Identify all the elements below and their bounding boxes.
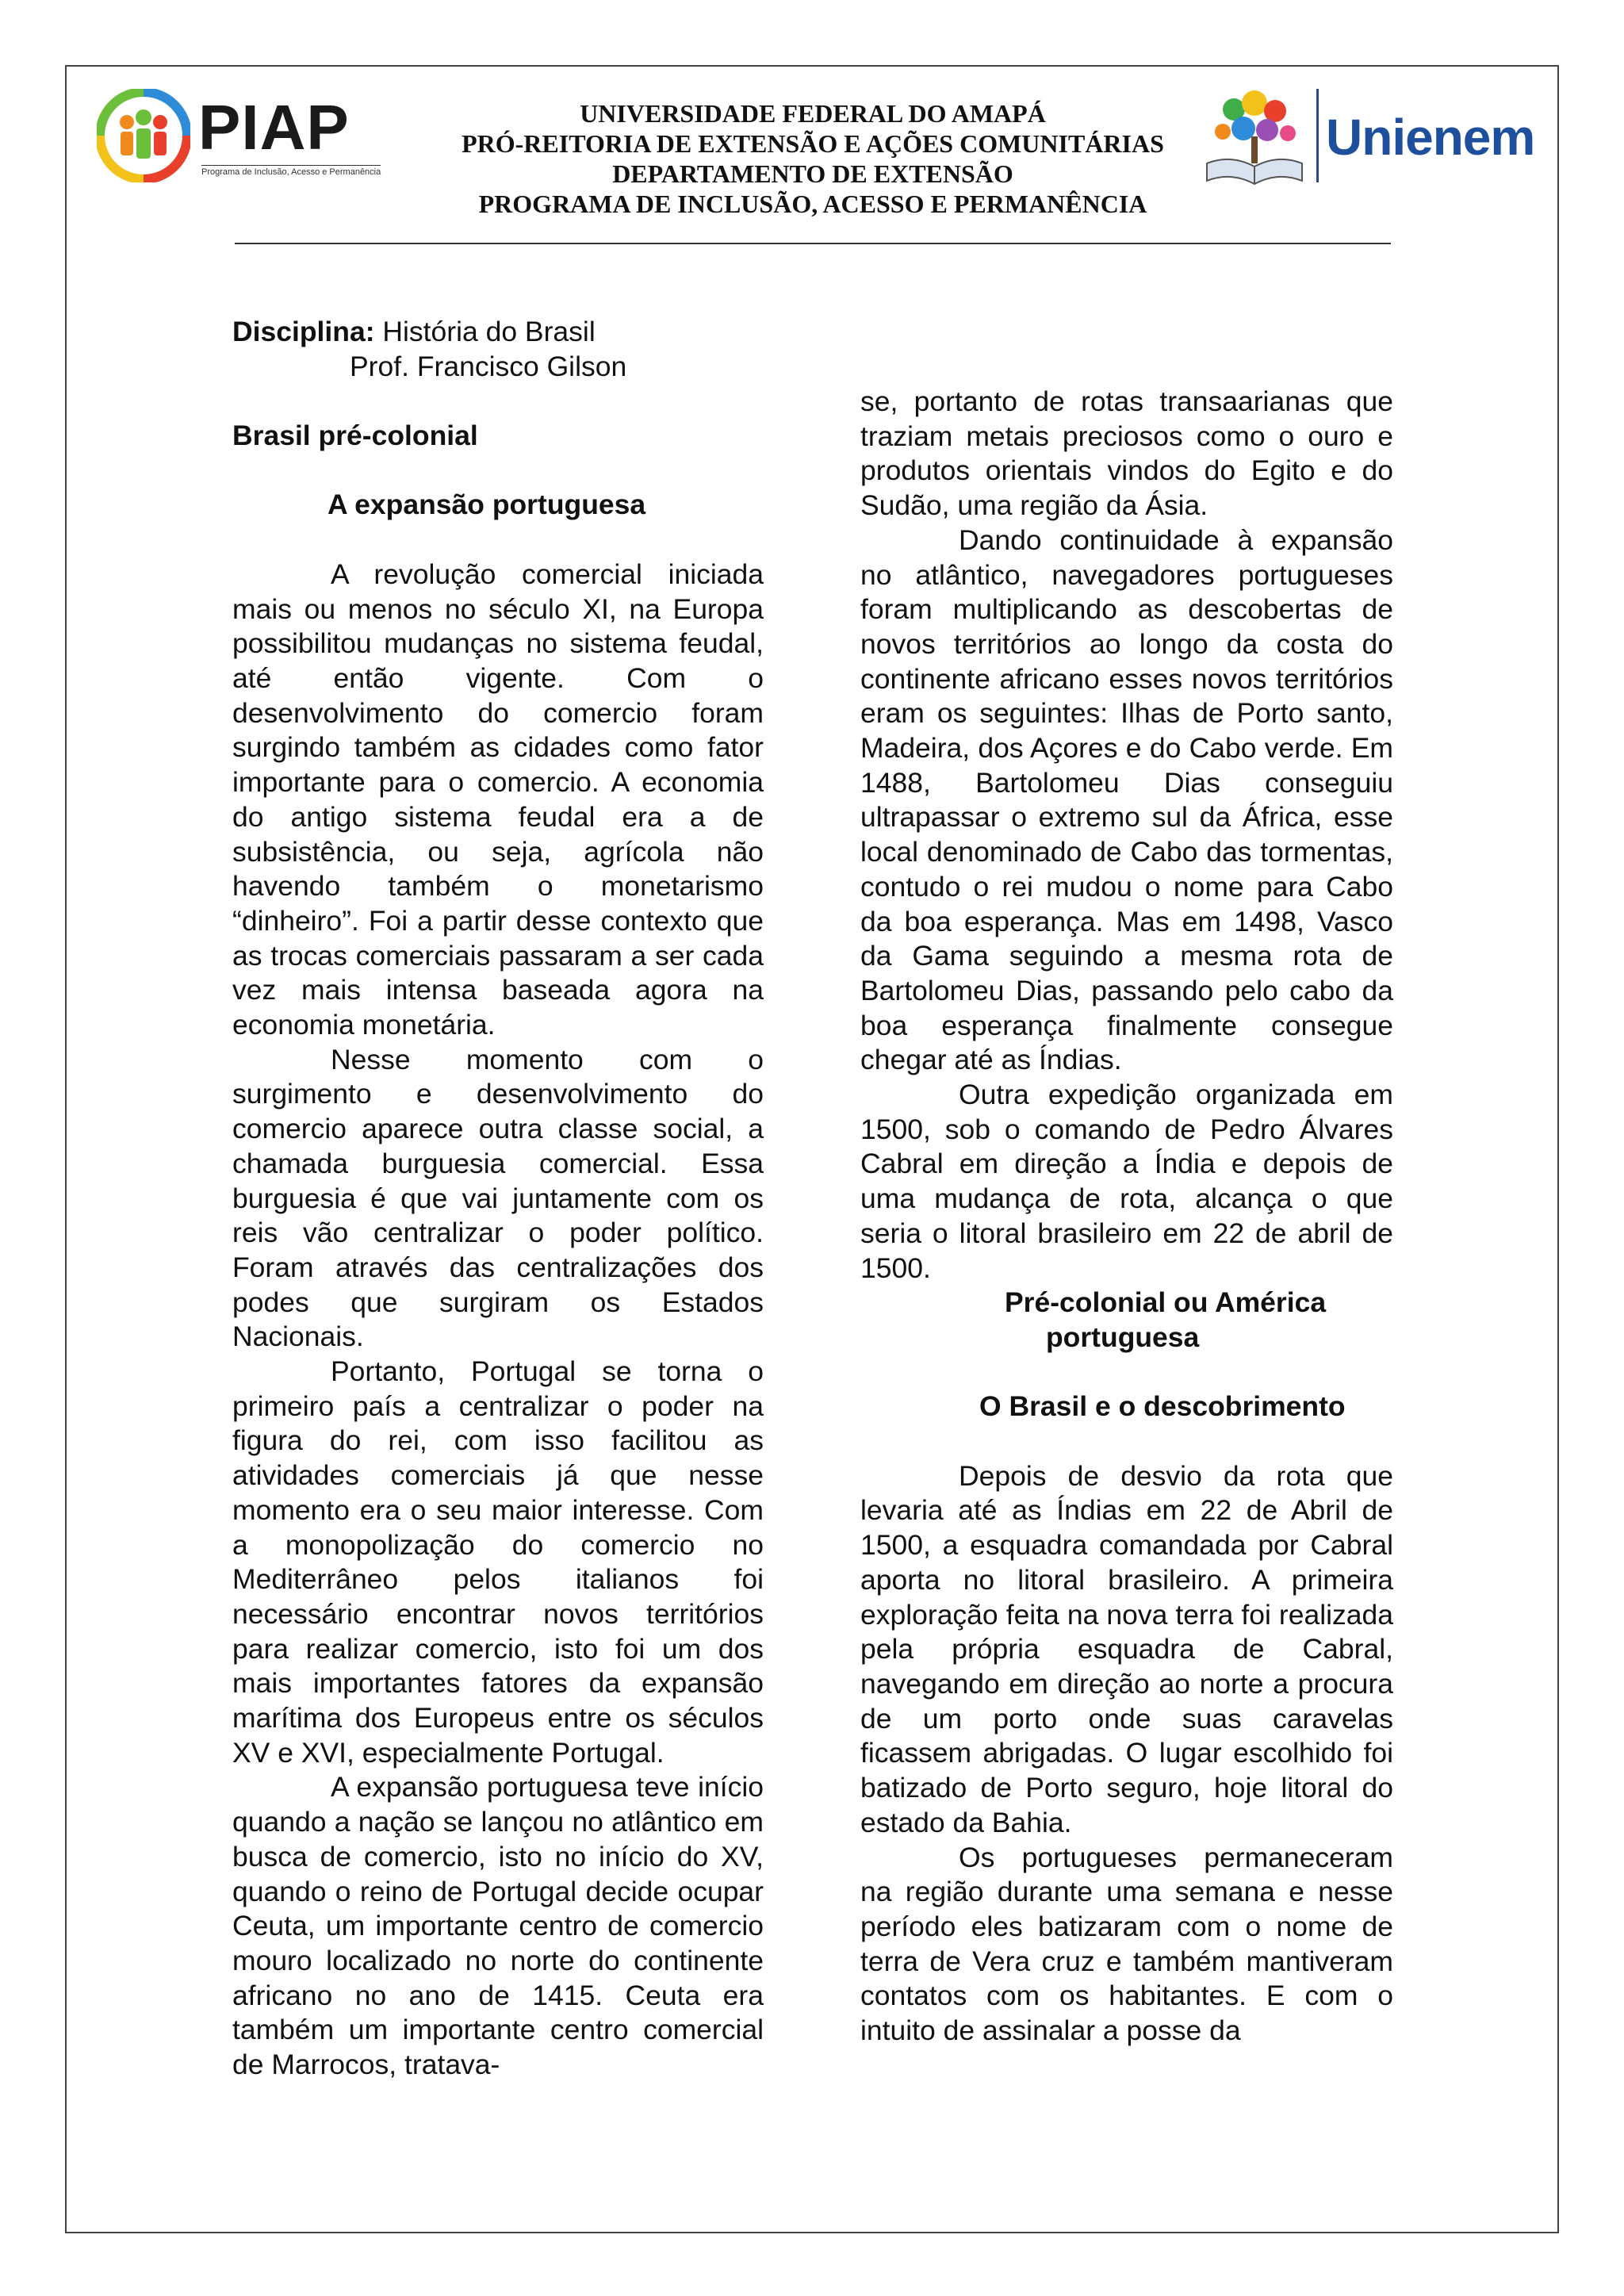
- paragraph-7: Depois de desvio da rota que levaria até as Índias em 22 de Abril de 1500, a esquadra comandada por Cabral aporta no litoral brasileiro. A primeira exploração feita na nova terra foi realizada pela própria esquadra de Cabral, navegando em direção ao norte a procura de um porto onde suas caravelas ficassem abrigadas. O lugar escolhido foi batizado de Porto seguro, hoje litoral do estado da Bahia.: [860, 1459, 1393, 1838]
- paragraph-4-end: se, portanto de rotas transaarianas que traziam metais preciosos como o ouro e produtos orientais vindos do Egito e do Sudão, uma região da Ásia.: [860, 385, 1393, 522]
- paragraph-3: Portanto, Portugal se torna o primeiro país a centralizar o poder na figura do rei, com isso facilitou as atividades comerciais já que nesse momento era o seu maior interesse. Com a monopolização do comercio no Mediterrâneo pelos italianos foi necessário encontrar novos territórios para realizar comercio, isto foi um dos mais importantes fatores da expansão marítima dos Europeus entre os séculos XV e XVI, especialmente Portugal.: [232, 1355, 764, 1769]
- paragraph-8: Os portugueses permaneceram na região durante uma semana e nesse período eles batizaram com o nome de terra de Vera cruz e também mantiveram contatos com os habitantes. E com o intuito de assinalar a posse da: [860, 1841, 1393, 2047]
- unienem-logo: [1326, 108, 1534, 167]
- disciplina-line: [232, 315, 764, 350]
- piap-logo: [97, 89, 382, 184]
- institution-header: [412, 98, 1213, 219]
- header-line-departamento: DEPARTAMENTO DE EXTENSÃO: [612, 159, 1013, 188]
- piap-logo-subtitle: Programa de Inclusão, Acesso e Permanência: [201, 165, 381, 177]
- section-heading-descobrimento: O Brasil e o descobrimento: [979, 1390, 1346, 1423]
- professor-name: Prof. Francisco Gilson: [350, 350, 627, 382]
- unienem-logo-text-b: enem: [1405, 109, 1535, 166]
- paragraph-6: Outra expedição organizada em 1500, sob o comando de Pedro Álvares Cabral em direção a Índia e depois de uma mudança de rota, alcança o que seria o litoral brasileiro em 22 de abril de 1500.: [860, 1079, 1393, 1284]
- paragraph-1: A revolução comercial iniciada mais ou menos no século XI, na Europa possibilitou mudanças no sistema feudal, até então vigente. Com o desenvolvimento do comercio foram surgindo também as cidades como fator importante para o comercio. A economia do antigo sistema feudal era a de subsistência, ou seja, agrícola não havendo também o monetarismo “dinheiro”. Foi a partir desse contexto que as trocas comerciais passaram a ser cada vez mais intensa baseada agora na economia monetária.: [232, 558, 764, 1041]
- header-line-university: UNIVERSIDADE FEDERAL DO AMAPÁ: [580, 99, 1046, 128]
- paragraph-4-start: A expansão portuguesa teve início quando a nação se lançou no atlântico em busca de comercio, isto no início do XV, quando o reino de Portugal decide ocupar Ceuta, um importante centro de comercio mouro localizado no norte do continente africano no ano de 1415. Ceuta era também um importante centro comercial de Marrocos, tratava-: [232, 1771, 764, 2081]
- logo-divider: [1316, 89, 1319, 182]
- piap-people-icon: [97, 89, 190, 182]
- left-column: [232, 315, 764, 2083]
- unienem-logo-text-a: Uni: [1326, 109, 1406, 166]
- document-title: Brasil pré-colonial: [232, 420, 478, 452]
- disciplina-label: Disciplina:: [232, 316, 375, 347]
- section-heading-precolonial-1: Pré-colonial ou América: [1005, 1286, 1327, 1319]
- section-heading-precolonial-2: portuguesa: [1046, 1320, 1200, 1353]
- piap-logo-text: PIAP: [198, 92, 350, 163]
- header-line-pro-reitoria: PRÓ-REITORIA DE EXTENSÃO E AÇÕES COMUNITÁRIAS: [462, 129, 1164, 158]
- paragraph-5: Dando continuidade à expansão no atlântico, navegadores portugueses foram multiplicando as descobertas de novos territórios ao longo da costa do continente africano esses novos territórios eram os seguintes: Ilhas de Porto santo, Madeira, dos Açores e do Cabo verde. Em 1488, Bartolomeu Dias conseguiu ultrapassar o extremo sul da África, esse local denominado de Cabo das tormentas, contudo o rei mudou o nome para Cabo da boa esperança. Mas em 1498, Vasco da Gama seguindo a mesma rota de Bartolomeu Dias, passando pelo cabo da boa esperança finalmente consegue chegar até as Índias.: [860, 523, 1393, 1076]
- section-heading-expansao: A expansão portuguesa: [327, 489, 646, 521]
- header-line-programa: PROGRAMA DE INCLUSÃO, ACESSO E PERMANÊNCIA: [478, 190, 1147, 218]
- right-column: [860, 385, 1393, 2049]
- disciplina-value: História do Brasil: [382, 316, 596, 347]
- paragraph-2: Nesse momento com o surgimento e desenvolvimento do comercio aparece outra classe social, a chamada burguesia comercial. Essa burguesia é que vai juntamente com os reis vão centralizar o poder político. Foram através das centralizações dos podes que surgiram os Estados Nacionais.: [232, 1043, 764, 1353]
- book-tree-icon: [1199, 87, 1310, 190]
- header-divider: [235, 243, 1391, 244]
